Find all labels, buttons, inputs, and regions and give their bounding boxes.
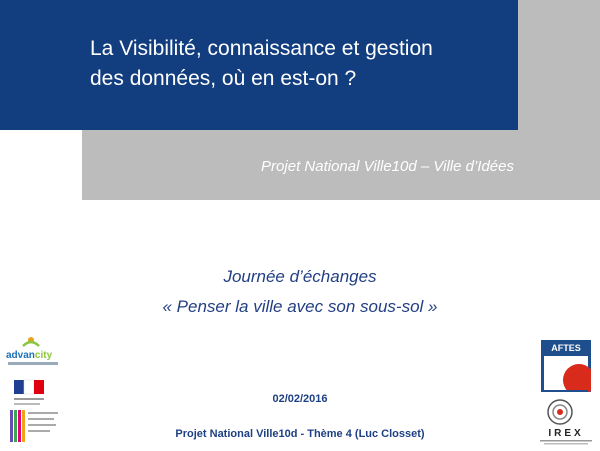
slide-date: 02/02/2016 xyxy=(272,393,328,405)
slide-title-line2: des données, où en est-on ? xyxy=(90,67,357,90)
slide-title xyxy=(90,34,500,94)
marianne-flag-icon xyxy=(8,378,64,444)
event-name: Journée d’échanges xyxy=(223,267,377,286)
aftes-label: AFTES xyxy=(551,343,581,353)
event-theme: « Penser la ville avec son sous-sol » xyxy=(162,297,438,316)
slide-footer: Projet National Ville10d - Thème 4 (Luc Closset) xyxy=(175,428,425,440)
republique-francaise-logo xyxy=(8,378,64,444)
slide-title-line1: La Visibilité, connaissance et gestion xyxy=(90,37,433,60)
irex-logo xyxy=(538,398,594,446)
advancity-wordmark: advancity xyxy=(6,350,53,361)
advancity-logo xyxy=(6,336,62,368)
advancity-tagline xyxy=(8,362,58,365)
right-grey-strip xyxy=(518,0,600,200)
aftes-logo xyxy=(541,340,591,392)
irex-label: IREX xyxy=(548,428,584,439)
event-block xyxy=(0,262,600,322)
slide-subtitle: Projet National Ville10d – Ville d’Idées xyxy=(261,158,514,175)
irex-emblem-icon xyxy=(538,398,594,446)
aftes-emblem-icon xyxy=(541,340,591,392)
